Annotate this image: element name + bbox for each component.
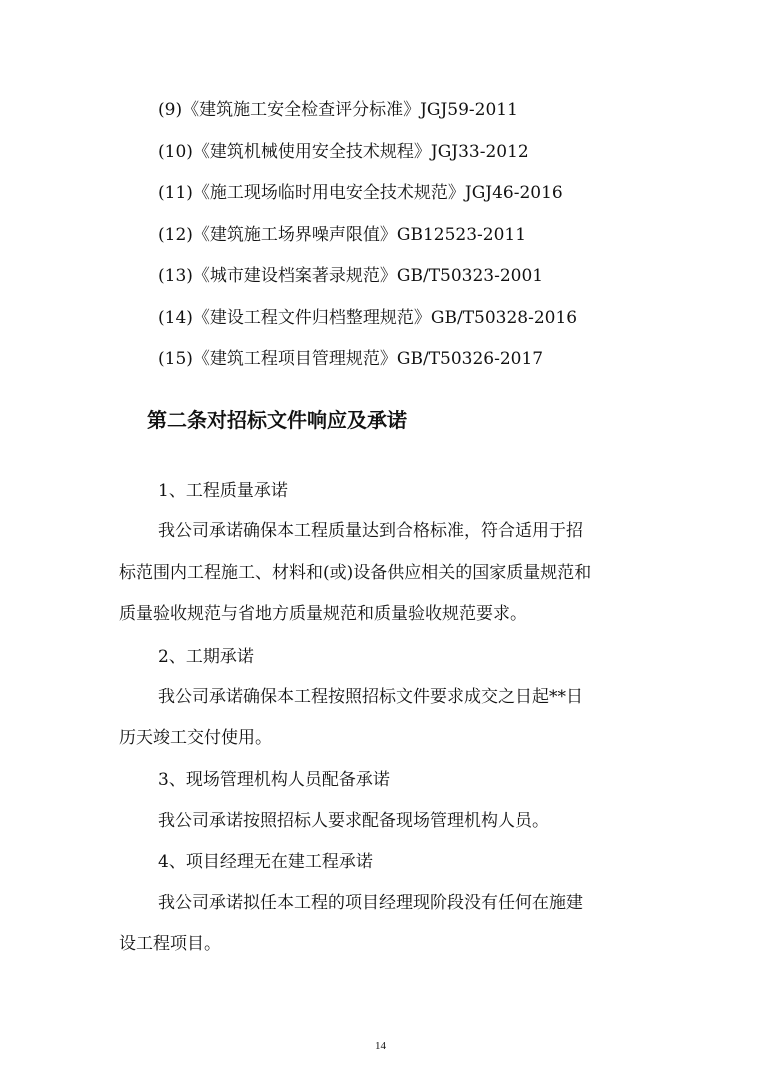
paragraph-line: 我公司承诺按照招标人要求配备现场管理机构人员。 — [158, 811, 549, 831]
standard-item-12: (12)《建筑施工场界噪声限值》GB12523-2011 — [158, 225, 527, 245]
section-heading: 第二条对招标文件响应及承诺 — [147, 408, 407, 432]
standard-item-11: (11)《施工现场临时用电安全技术规范》JGJ46-2016 — [158, 183, 563, 203]
paragraph-line: 我公司承诺确保本工程质量达到合格标准，符合适用于招 — [158, 521, 583, 541]
paragraph-line: 我公司承诺确保本工程按照招标文件要求成交之日起**日 — [158, 687, 583, 707]
paragraph-line: 质量验收规范与省地方质量规范和质量验收规范要求。 — [119, 604, 527, 624]
item-title-manager: 4、项目经理无在建工程承诺 — [158, 852, 373, 872]
standard-item-14: (14)《建设工程文件归档整理规范》GB/T50328-2016 — [158, 308, 578, 328]
paragraph-line: 设工程项目。 — [119, 934, 221, 954]
standard-item-10: (10)《建筑机械使用安全技术规程》JGJ33-2012 — [158, 142, 529, 162]
paragraph-line: 历天竣工交付使用。 — [119, 728, 272, 748]
standard-item-15: (15)《建筑工程项目管理规范》GB/T50326-2017 — [158, 349, 544, 369]
item-title-schedule: 2、工期承诺 — [158, 647, 254, 667]
standard-item-9: (9)《建筑施工安全检查评分标准》JGJ59-2011 — [158, 100, 518, 120]
paragraph-line: 我公司承诺拟任本工程的项目经理现阶段没有任何在施建 — [158, 893, 583, 913]
page-number: 14 — [375, 1040, 386, 1052]
standard-item-13: (13)《城市建设档案著录规范》GB/T50323-2001 — [158, 266, 544, 286]
paragraph-line: 标范围内工程施工、材料和(或)设备供应相关的国家质量规范和 — [119, 563, 592, 583]
item-title-staffing: 3、现场管理机构人员配备承诺 — [158, 770, 390, 790]
item-title-quality: 1、工程质量承诺 — [158, 481, 288, 501]
